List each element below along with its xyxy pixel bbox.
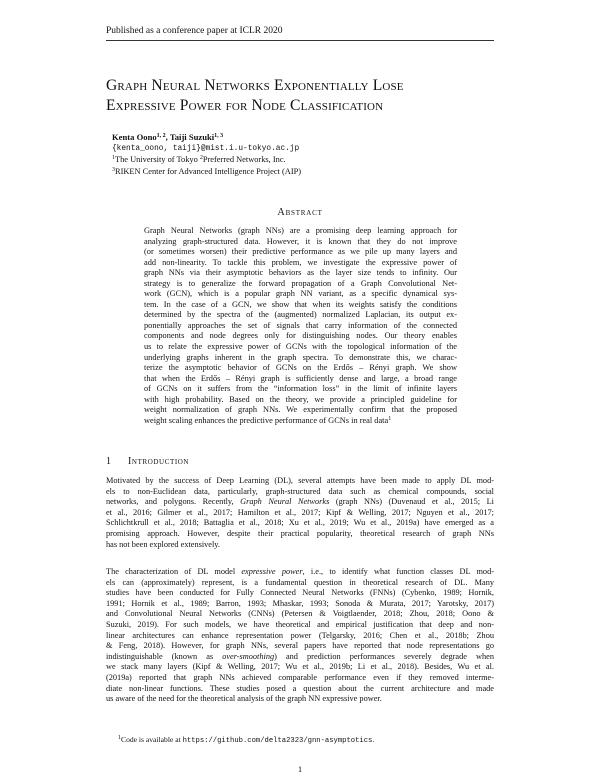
line-text: The characterization of DL model — [106, 567, 242, 576]
abstract-line: terize the asymptotic behavior of GCNs on the Erdős – Rényi graph. We show — [144, 363, 457, 373]
author-name: Taiji Suzuki — [169, 132, 215, 142]
section-heading — [106, 456, 189, 467]
abstract-line: underlying graphs inherent in the graph spectra. To demonstrate this, we charac- — [144, 352, 457, 362]
paragraph-line: 1991; Hornik et al., 1989; Barron, 1993; Mhaskar, 1993; Sonoda & Murata, 2017; Yarotsky, 2017) — [106, 598, 494, 608]
affil-sup: 3 — [112, 167, 115, 173]
footnote-text: Code is available at — [121, 735, 183, 744]
affiliation-line-1 — [112, 155, 286, 164]
affil-sup: 1 — [112, 155, 115, 161]
page-number: 1 — [297, 764, 303, 774]
abstract-line: of GCNs on it suffers from the “information loss” in the limit of infinite layers — [144, 384, 457, 394]
paragraph-line: Motivated by the success of Deep Learning (DL), several attempts have been made to apply DL mod- — [106, 476, 494, 485]
footnote-end: . — [372, 735, 375, 744]
line-text: networks, and polygons. Recently, — [106, 497, 241, 507]
paragraph-line: els can (approximately) represent, is a fundamental question in theoretical research of DL. Many — [106, 577, 494, 587]
abstract-line: add non-linearity. To tackle this problem, we investigate the expressive power of — [144, 257, 457, 267]
emphasis: Graph Neural Networks — [240, 497, 330, 507]
paragraph-line: studies have been conducted for Fully Connected Neural Networks (FNNs) (Cybenko, 1989; Hornik, — [106, 588, 494, 598]
emphasis: over-smoothing — [222, 651, 275, 661]
paper-title — [106, 76, 506, 116]
line-text: indistinguishable (known as — [106, 651, 223, 661]
paragraph-line — [106, 497, 494, 508]
running-header: Published as a conference paper at ICLR 2020 — [106, 26, 283, 36]
paragraph-line: & Feng, 2018). However, for graph NNs, several papers have reported that node representations go — [106, 641, 494, 651]
paragraph-line: has not been explored extensively. — [106, 539, 220, 549]
paragraph-line: us aware of the need for the theoretical analysis of the graph NN expressive power. — [106, 694, 382, 704]
author-affil-sup: 1, 2 — [156, 133, 166, 139]
footnote — [118, 735, 374, 745]
author-emails: {kenta_oono, taiji}@mist.i.u-tokyo.ac.jp — [112, 145, 300, 153]
paragraph-line: et al., 2016; Gilmer et al., 2017; Hamilton et al., 2017; Kipf & Welling, 2017; Nguyen et al., 2017; — [106, 507, 494, 517]
intro-paragraph-1 — [106, 476, 494, 550]
abstract-line: strategy is to generalize the forward propagation of a Graph Convolutional Net- — [144, 278, 457, 288]
abstract-line: that when the Erdős – Rényi graph is sufficiently dense and large, a broad range — [144, 373, 457, 383]
abstract-line: weight normalization of graph NNs. We experimentally confirm that the proposed — [144, 405, 457, 415]
paragraph-line: Schlichtkrull et al., 2018; Battaglia et al., 2018; Xu et al., 2019; Wu et al., 2019a) have emerged as a — [106, 518, 494, 528]
abstract-line: analyzing graph-structured data. However, it is known that they do not improve — [144, 236, 457, 246]
line-text: , i.e., to identify what function classes DL mod- — [302, 567, 494, 576]
affiliation: Preferred Networks, Inc. — [202, 155, 286, 164]
abstract-line: Graph Neural Networks (graph NNs) are a promising deep learning approach for — [144, 226, 457, 235]
footnote-marker: 1 — [388, 415, 392, 422]
author-affil-sup: 1, 3 — [214, 133, 224, 139]
section-title: Introduction — [128, 456, 190, 467]
affiliation: RIKEN Center for Advanced Intelligence Project (AIP) — [115, 167, 302, 176]
paragraph-line: promising approach. However, despite their practical popularity, theoretical research of graph NNs — [106, 528, 494, 538]
intro-paragraph-2 — [106, 567, 494, 705]
title-line-2: Expressive Power for Node Classification — [106, 97, 384, 114]
abstract-line: ponentially approaches the set of signals that carry information of the connected — [144, 320, 457, 330]
author-list — [112, 132, 223, 142]
author-name: Kenta Oono — [112, 132, 157, 142]
affil-sup: 2 — [199, 155, 203, 161]
title-line-1: Graph Neural Networks Exponentially Lose — [106, 77, 404, 94]
affiliation: The University of Tokyo — [115, 155, 198, 164]
abstract-line: weight scaling enhances the predictive performance of GCNs in real data — [144, 415, 389, 425]
line-text: (graph NNs) (Duvenaud et al., 2015; Li — [329, 497, 494, 507]
abstract-line: graph NNs via their asymptotic behaviors as the layer size tends to infinity. Our — [144, 268, 457, 278]
abstract-body — [144, 226, 457, 426]
line-text: ) and prediction performances severely degrade when — [274, 651, 494, 661]
abstract-line: (or sometimes worsen) their predictive performance as we pile up many layers and — [144, 247, 457, 257]
paragraph-line: (2019a) reported that graph NNs achieved comparable performance even if they removed interme- — [106, 672, 494, 682]
emphasis: expressive power — [241, 567, 303, 576]
paragraph-line — [106, 567, 494, 578]
paragraph-line: els to non-Euclidean data, particularly, graph-structured data such as chemical compounds, social — [106, 486, 494, 496]
code-link[interactable]: https://github.com/delta2323/gnn-asymptotics — [182, 737, 373, 745]
author-separator: , — [165, 132, 170, 142]
affiliation-line-2 — [112, 167, 301, 176]
header-rule — [106, 40, 494, 41]
abstract-line-last — [144, 416, 457, 427]
paragraph-line: and Convolutional Neural Networks (CNNs) (Petersen & Voigtlaender, 2018; Zhou, 2018; Oono & — [106, 609, 494, 619]
abstract-heading: Abstract — [277, 207, 323, 218]
paragraph-line: Suzuki, 2019). For such models, we have theoretical and empirical justification that deep and non- — [106, 619, 494, 629]
abstract-line: tem. In the case of a GCN, we show that when its weights satisfy the conditions — [144, 299, 457, 309]
abstract-line: determined by the spectra of the (augmented) normalized Laplacian, its output ex- — [144, 310, 457, 320]
abstract-line: with high probability. Based on the theory, we provide a principled guideline for — [144, 394, 457, 404]
abstract-line: us to relate the expressive power of GCNs with the topological information of the — [144, 342, 457, 352]
abstract-line: components and node degrees only for distinguishing nodes. Our theory enables — [144, 331, 457, 341]
paragraph-line: linear architectures can enhance representation power (Telgarsky, 2016; Chen et al., 2018b; Zhou — [106, 630, 494, 640]
paragraph-line: diate non-linear functions. These studies posed a question about the current architecture and made — [106, 683, 494, 693]
abstract-line: work (GCN), which is a popular graph NN variant, as a specific dynamical sys- — [144, 289, 457, 299]
section-number: 1 — [106, 456, 111, 467]
paragraph-line: we stack many layers (Kipf & Welling, 2017; Wu et al., 2019b; Li et al., 2018). Besides, Wu et al. — [106, 662, 494, 672]
paragraph-line — [106, 652, 494, 663]
footnote-marker: 1 — [118, 735, 121, 741]
